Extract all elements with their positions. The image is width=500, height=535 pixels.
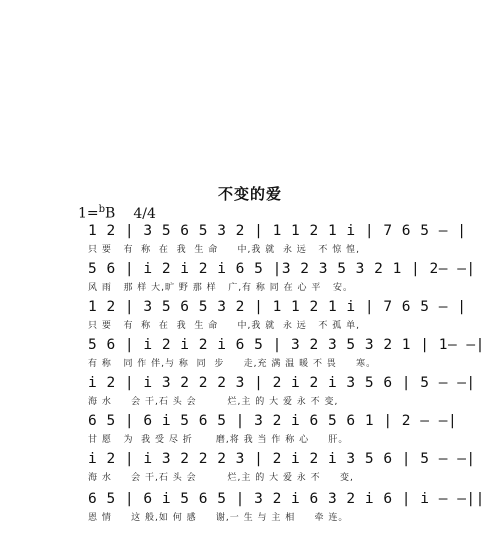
time-signature: 4/4 <box>133 205 156 222</box>
notes-line-6: 6 5 | 6 i 5 6 5 | 3 2 i 6 5 6 1 | 2 – –| <box>88 413 458 429</box>
notes-line-7: i 2 | i 3 2 2 2 3 | 2 i 2 i 3 5 6 | 5 – –| <box>88 451 476 467</box>
notes-line-8: 6 5 | 6 i 5 6 5 | 3 2 i 6 3 2 i 6 | i – –|| <box>88 491 485 507</box>
lyrics-line-4: 有 称 同 作 伴,与 称 同 步 走,充 满 温 暖 不 畏 寒。 <box>88 359 377 369</box>
lyrics-line-3: 只 要 有 称 在 我 生 命 中,我 就 永 远 不 孤 单, <box>88 321 360 331</box>
lyrics-line-6: 甘 愿 为 我 受 尽 折 磨,将 我 当 作 称 心 肝。 <box>88 435 349 445</box>
notes-line-1: 1 2 | 3 5 6 5 3 2 | 1 1 2 1 i | 7 6 5 – | <box>88 223 467 239</box>
key-flat: b <box>98 204 106 215</box>
lyrics-line-1: 只 要 有 称 在 我 生 命 中,我 就 永 远 不 惊 惶, <box>88 245 360 255</box>
notes-line-5: i 2 | i 3 2 2 2 3 | 2 i 2 i 3 5 6 | 5 – –| <box>88 375 476 391</box>
score-line-6 <box>88 412 488 445</box>
score-line-8 <box>88 490 488 523</box>
score-line-5 <box>88 374 488 407</box>
lyrics-line-5: 海 水 会 干,石 头 会 烂,主 的 大 爱 永 不 变, <box>88 397 339 407</box>
score-line-7 <box>88 450 488 483</box>
key-do: 1= <box>78 205 99 222</box>
lyrics-line-2: 风 雨 那 样 大,旷 野 那 样 广,有 称 同 在 心 平 安。 <box>88 283 353 293</box>
score-line-1 <box>88 222 488 255</box>
score-line-3 <box>88 298 488 331</box>
key-signature <box>78 204 156 222</box>
key-note: B <box>105 205 116 222</box>
lyrics-line-8: 恩 情 这 般,如 何 感 谢,一 生 与 主 相 牵 连。 <box>88 513 349 523</box>
score-line-2 <box>88 260 488 293</box>
notes-line-2: 5 6 | i 2 i 2 i 6 5 |3 2 3 5 3 2 1 | 2– –| <box>88 261 476 277</box>
song-title: 不变的爱 <box>217 185 282 203</box>
lyrics-line-7: 海 水 会 干,石 头 会 烂,主 的 大 爱 永 不 变, <box>88 473 354 483</box>
notes-line-4: 5 6 | i 2 i 2 i 6 5 | 3 2 3 5 3 2 1 | 1– –| <box>88 337 485 353</box>
score-line-4 <box>88 336 488 369</box>
notes-line-3: 1 2 | 3 5 6 5 3 2 | 1 1 2 1 i | 7 6 5 – | <box>88 299 467 315</box>
